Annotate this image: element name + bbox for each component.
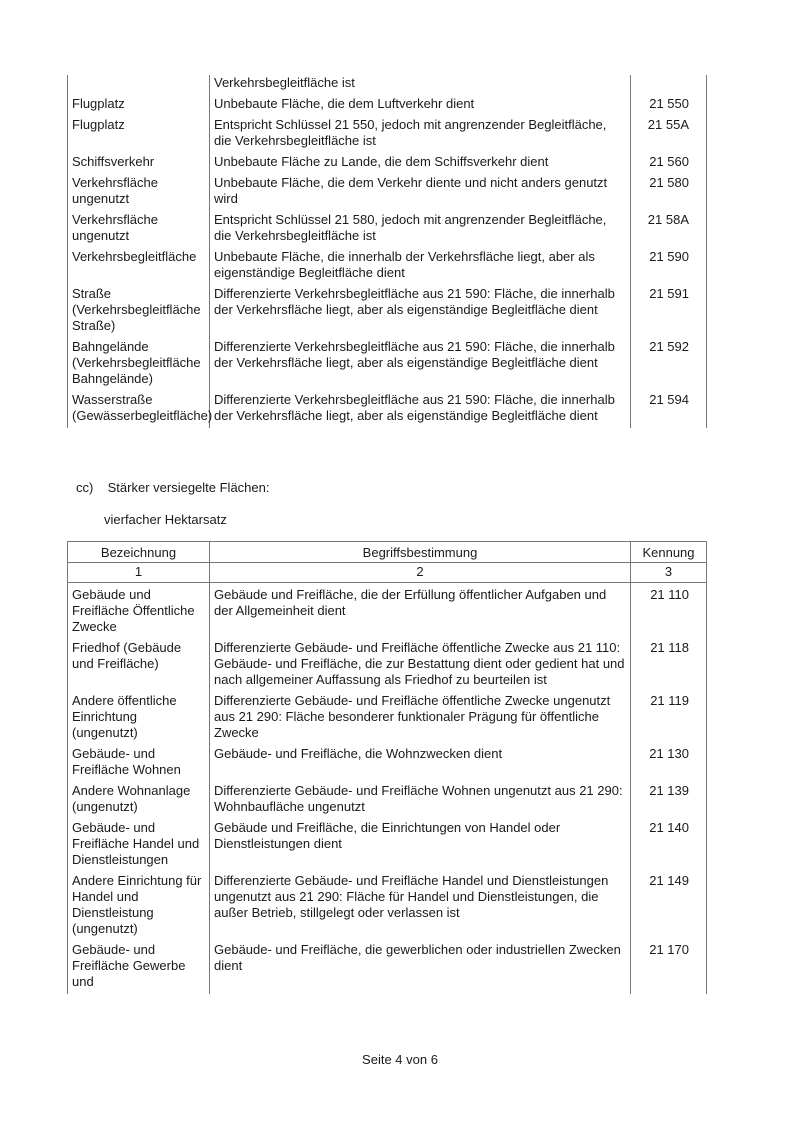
table-row [68, 95, 707, 116]
bezeichnung-cell: Gebäude- und Freifläche Gewerbe und [68, 941, 210, 994]
begriff-cell: Differenzierte Verkehrsbegleitfläche aus 21 590: Fläche, die innerhalb der Verkehrsfläche liegt, aber als eigenständige Begleitfläche dient [210, 338, 631, 391]
table-row [68, 248, 707, 285]
kennung-cell: 21 170 [631, 941, 707, 994]
section-heading [76, 480, 269, 495]
begriff-cell: Differenzierte Gebäude- und Freifläche Wohnen ungenutzt aus 21 290: Wohnbaufläche ungenutzt [210, 782, 631, 819]
header-begriffsbestimmung: Begriffsbestimmung [210, 542, 631, 563]
table-row [68, 75, 707, 95]
begriff-cell: Gebäude- und Freifläche, die gewerblichen oder industriellen Zwecken dient [210, 941, 631, 994]
bezeichnung-cell: Flugplatz [68, 95, 210, 116]
table-row [68, 872, 707, 941]
begriff-cell: Differenzierte Gebäude- und Freifläche Handel und Dienstleistungen ungenutzt aus 21 290: Fläche für Handel und Dienstleistungen, die außer Betrieb, stillgelegt oder verlassen ist [210, 872, 631, 941]
column-number: 1 [68, 563, 210, 583]
begriff-cell: Gebäude- und Freifläche, die Wohnzwecken dient [210, 745, 631, 782]
table-row [68, 583, 707, 640]
begriff-cell: Differenzierte Gebäude- und Freifläche öffentliche Zwecke aus 21 110: Gebäude- und Freifläche, die zur Bestattung dient oder gedient hat und nach allgemeiner Auffassung als Friedhof zu beurteilen ist [210, 639, 631, 692]
begriff-cell: Gebäude und Freifläche, die der Erfüllung öffentlicher Aufgaben und der Allgemeinheit dient [210, 583, 631, 640]
bezeichnung-cell: Schiffsverkehr [68, 153, 210, 174]
bezeichnung-cell: Andere öffentliche Einrichtung (ungenutzt) [68, 692, 210, 745]
kennung-cell: 21 140 [631, 819, 707, 872]
bezeichnung-cell: Flugplatz [68, 116, 210, 153]
table-row [68, 692, 707, 745]
begriff-cell: Entspricht Schlüssel 21 580, jedoch mit angrenzender Begleitfläche, die Verkehrsbegleitfläche ist [210, 211, 631, 248]
kennung-cell: 21 130 [631, 745, 707, 782]
bezeichnung-cell: Bahngelände (Verkehrsbegleitfläche Bahngelände) [68, 338, 210, 391]
table-row [68, 153, 707, 174]
page-number: Seite 4 von 6 [362, 1052, 438, 1067]
bezeichnung-cell: Straße (Verkehrsbegleitfläche Straße) [68, 285, 210, 338]
table-row [68, 338, 707, 391]
table-row [68, 782, 707, 819]
column-number: 3 [631, 563, 707, 583]
bezeichnung-cell: Gebäude- und Freifläche Wohnen [68, 745, 210, 782]
kennung-cell: 21 110 [631, 583, 707, 640]
begriff-cell: Verkehrsbegleitfläche ist [210, 75, 631, 95]
bezeichnung-cell: Wasserstraße (Gewässerbegleitfläche) [68, 391, 210, 428]
section-subtitle: vierfacher Hektarsatz [104, 512, 227, 527]
begriff-cell: Unbebaute Fläche zu Lande, die dem Schiffsverkehr dient [210, 153, 631, 174]
table-row [68, 639, 707, 692]
begriff-cell: Differenzierte Gebäude- und Freifläche öffentliche Zwecke ungenutzt aus 21 290: Fläche besonderer funktionaler Prägung für öffentliche Zwecke [210, 692, 631, 745]
column-number-row [68, 563, 707, 583]
kennung-cell: 21 55A [631, 116, 707, 153]
kennung-cell: 21 592 [631, 338, 707, 391]
bezeichnung-cell: Friedhof (Gebäude und Freifläche) [68, 639, 210, 692]
section-label: cc) [76, 480, 94, 495]
begriff-cell: Unbebaute Fläche, die dem Luftverkehr dient [210, 95, 631, 116]
table-row [68, 391, 707, 428]
bezeichnung-cell: Andere Einrichtung für Handel und Dienstleistung (ungenutzt) [68, 872, 210, 941]
table-row [68, 285, 707, 338]
table-row [68, 211, 707, 248]
sealed-areas-table [67, 541, 707, 994]
kennung-cell: 21 118 [631, 639, 707, 692]
table-row [68, 745, 707, 782]
section-title: Stärker versiegelte Flächen: [107, 480, 270, 495]
header-bezeichnung: Bezeichnung [68, 542, 210, 563]
kennung-cell: 21 550 [631, 95, 707, 116]
kennung-cell: 21 139 [631, 782, 707, 819]
begriff-cell: Differenzierte Verkehrsbegleitfläche aus 21 590: Fläche, die innerhalb der Verkehrsfläche liegt, aber als eigenständige Begleitfläche dient [210, 391, 631, 428]
kennung-cell: 21 119 [631, 692, 707, 745]
table-row [68, 941, 707, 994]
table-row [68, 174, 707, 211]
kennung-cell: 21 590 [631, 248, 707, 285]
bezeichnung-cell: Andere Wohnanlage (ungenutzt) [68, 782, 210, 819]
begriff-cell: Differenzierte Verkehrsbegleitfläche aus 21 590: Fläche, die innerhalb der Verkehrsfläche liegt, aber als eigenständige Begleitfläche dient [210, 285, 631, 338]
kennung-cell: 21 594 [631, 391, 707, 428]
header-kennung: Kennung [631, 542, 707, 563]
column-number: 2 [210, 563, 631, 583]
begriff-cell: Unbebaute Fläche, die innerhalb der Verkehrsfläche liegt, aber als eigenständige Begleitfläche dient [210, 248, 631, 285]
begriff-cell: Entspricht Schlüssel 21 550, jedoch mit angrenzender Begleitfläche, die Verkehrsbegleitfläche ist [210, 116, 631, 153]
table-row [68, 819, 707, 872]
bezeichnung-cell: Verkehrsbegleitfläche [68, 248, 210, 285]
bezeichnung-cell: Verkehrsfläche ungenutzt [68, 211, 210, 248]
table-row [68, 116, 707, 153]
bezeichnung-cell: Gebäude und Freifläche Öffentliche Zwecke [68, 583, 210, 640]
begriff-cell: Unbebaute Fläche, die dem Verkehr diente und nicht anders genutzt wird [210, 174, 631, 211]
continued-table [67, 75, 707, 428]
kennung-cell: 21 58A [631, 211, 707, 248]
begriff-cell: Gebäude und Freifläche, die Einrichtungen von Handel oder Dienstleistungen dient [210, 819, 631, 872]
bezeichnung-cell: Gebäude- und Freifläche Handel und Dienstleistungen [68, 819, 210, 872]
kennung-cell: 21 580 [631, 174, 707, 211]
bezeichnung-cell [68, 75, 210, 95]
kennung-cell: 21 560 [631, 153, 707, 174]
bezeichnung-cell: Verkehrsfläche ungenutzt [68, 174, 210, 211]
kennung-cell: 21 591 [631, 285, 707, 338]
kennung-cell: 21 149 [631, 872, 707, 941]
header-row [68, 542, 707, 563]
kennung-cell [631, 75, 707, 95]
